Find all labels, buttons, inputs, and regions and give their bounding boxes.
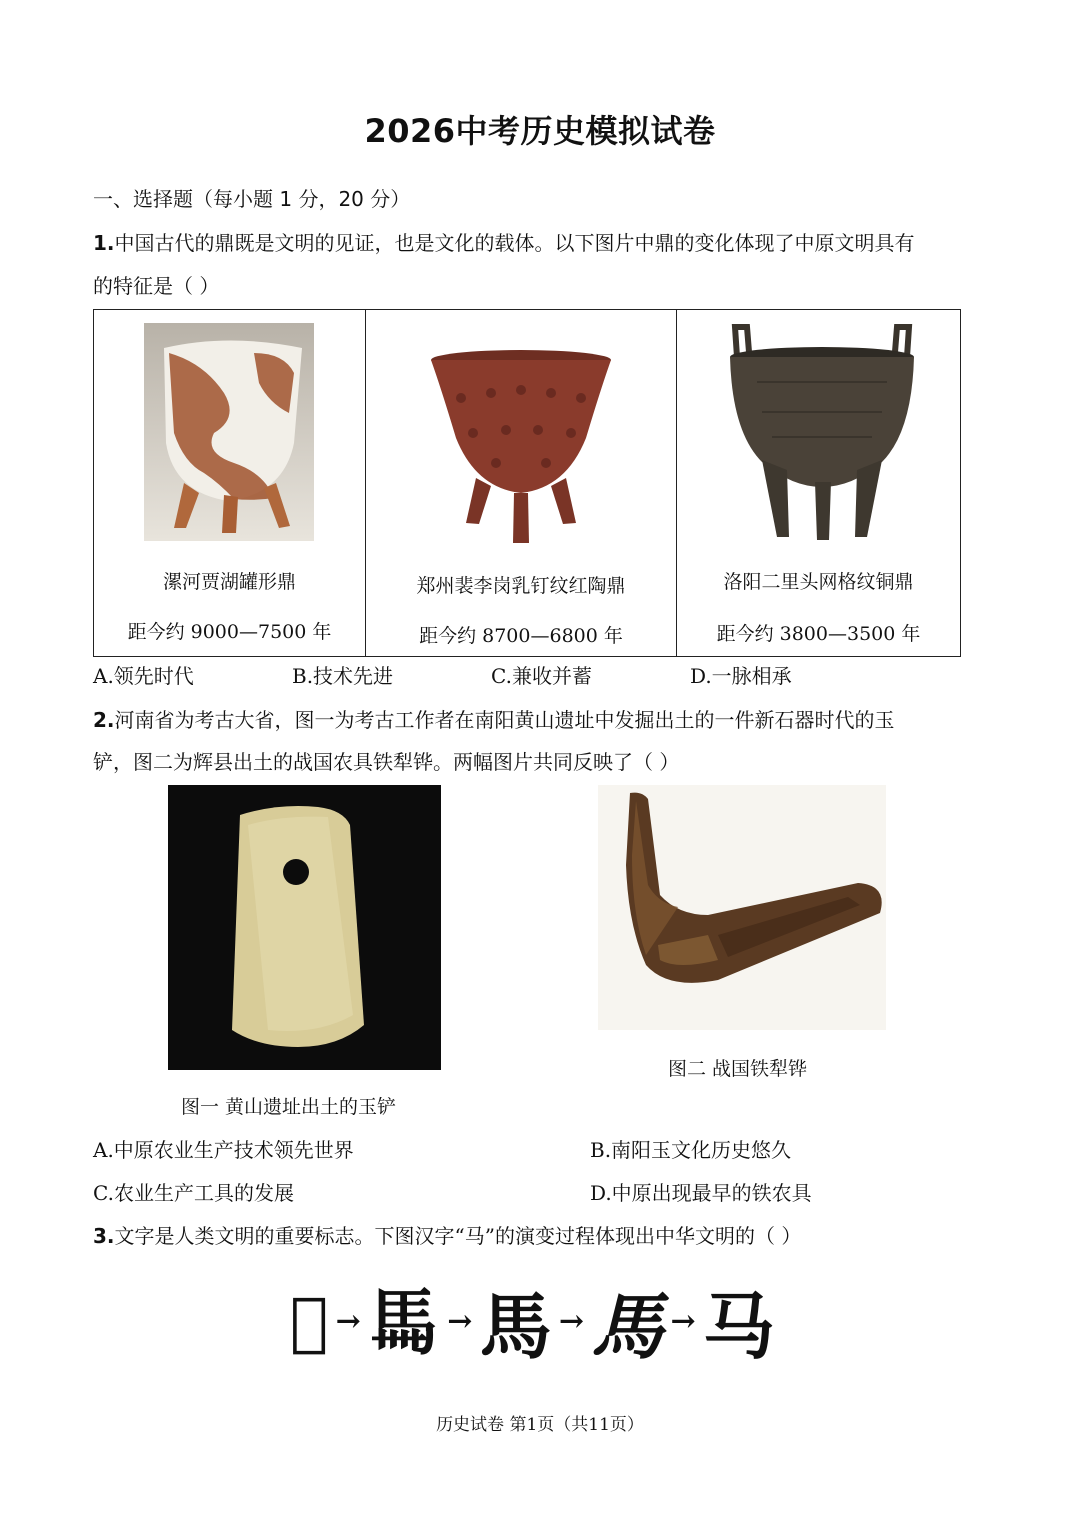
table-cell-peiligang (365, 310, 676, 656)
q1-number: 1. (93, 231, 115, 255)
arrow-icon: → (335, 1303, 361, 1339)
q1-stem-line2: 的特征是（ ） (93, 274, 220, 298)
peiligang-ding-name: 郑州裴李岗乳钉纹红陶鼎 (416, 575, 626, 597)
peiligang-ding-date: 距今约 8700—6800 年 (419, 625, 623, 647)
peiligang-ding-image (421, 348, 621, 548)
page-footer: 历史试卷 第1页（共11页） (436, 1415, 644, 1435)
erlitou-ding-date: 距今约 3800—3500 年 (716, 623, 921, 645)
glyph-clerical: 馬 (591, 1284, 664, 1369)
jiahu-ding-date: 距今约 9000—7500 年 (127, 621, 332, 643)
q1-option-d[interactable]: D.一脉相承 (690, 664, 792, 688)
table-cell-erlitou (676, 310, 960, 656)
erlitou-ding-image (717, 322, 927, 544)
iron-plough-image (598, 785, 886, 1030)
q3-number: 3. (93, 1224, 115, 1248)
jade-shovel-image (168, 785, 441, 1070)
q2-option-b[interactable]: B.南阳玉文化历史悠久 (590, 1138, 792, 1162)
glyph-bronze: 𩡧 (368, 1280, 441, 1365)
jiahu-ding-name: 漯河贾湖罐形鼎 (162, 571, 296, 593)
q2-option-d[interactable]: D.中原出现最早的铁农具 (590, 1181, 812, 1205)
q2-stem-line2: 铲，图二为辉县出土的战国农具铁犁铧。两幅图片共同反映了（ ） (93, 750, 680, 774)
q3-text: 文字是人类文明的重要标志。下图汉字“马”的演变过程体现出中华文明的（ ） (114, 1224, 802, 1248)
arrow-icon: → (558, 1303, 585, 1339)
ma-character-evolution (290, 1262, 775, 1380)
page-title: 2026中考历史模拟试卷 (364, 112, 716, 150)
glyph-seal: 馬 (479, 1284, 552, 1369)
q3-stem-line1 (93, 1220, 801, 1249)
glyph-simplified: 马 (702, 1284, 775, 1369)
q1-stem-line1 (93, 227, 915, 256)
figure2-caption: 图二 战国铁犁铧 (668, 1058, 808, 1080)
q2-text: 河南省为考古大省，图一为考古工作者在南阳黄山遗址中发掘出土的一件新石器时代的玉 (114, 708, 895, 732)
q1-option-b[interactable]: B.技术先进 (292, 664, 394, 688)
q2-option-a[interactable]: A.中原农业生产技术领先世界 (93, 1138, 354, 1162)
arrow-icon: → (447, 1303, 473, 1339)
q2-number: 2. (93, 708, 115, 732)
q1-option-a[interactable]: A.领先时代 (93, 664, 194, 688)
erlitou-ding-name: 洛阳二里头网格纹铜鼎 (723, 571, 914, 593)
q1-image-table (93, 309, 961, 657)
q2-stem-line1 (93, 704, 895, 733)
figure1-caption: 图一 黄山遗址出土的玉铲 (181, 1096, 397, 1118)
table-cell-jiahu (94, 310, 365, 656)
glyph-oracle: 𢒢 (290, 1283, 329, 1359)
q1-text: 中国古代的鼎既是文明的见证，也是文化的载体。以下图片中鼎的变化体现了中原文明具有 (114, 231, 915, 255)
section-heading: 一、选择题（每小题 1 分，20 分） (93, 187, 411, 211)
q2-option-c[interactable]: C.农业生产工具的发展 (93, 1181, 294, 1205)
jiahu-ding-image (144, 323, 314, 541)
arrow-icon: → (670, 1303, 696, 1339)
q1-option-c[interactable]: C.兼收并蓄 (491, 664, 592, 688)
